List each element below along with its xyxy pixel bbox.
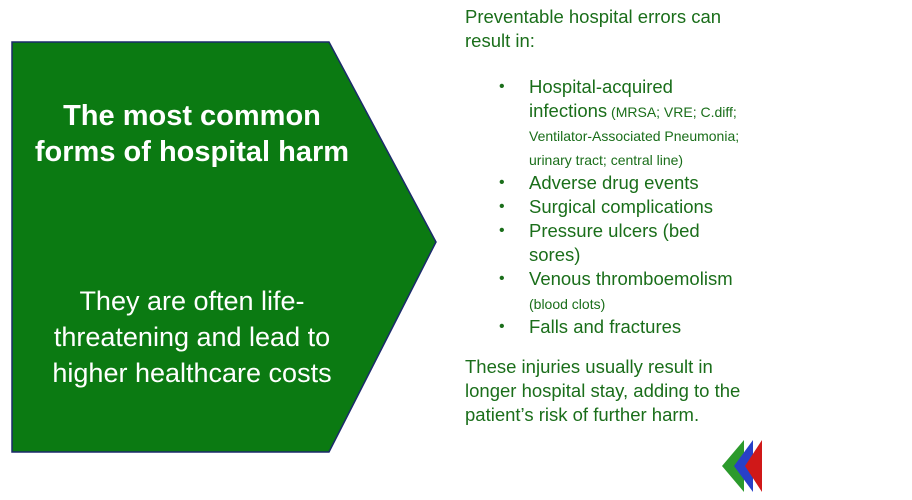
intro-text: Preventable hospital errors can result in: [465,6,722,51]
list-item [465,267,755,315]
list-item [465,219,755,267]
list-item-main: Surgical complications [529,196,714,217]
list-item [465,75,755,171]
bullet-icon: • [499,318,505,335]
errors-column [465,5,755,427]
list-item-detail: (MRSA; VRE; C.diff; Ventilator-Associated Pneumonia; urinary tract; central line) [529,104,740,168]
list-item [465,171,755,195]
errors-list [465,75,755,339]
list-item [465,195,755,219]
list-item-main: Venous thromboemolism [529,268,733,289]
list-item-main: Hospital-acquired infections [529,76,673,121]
outro-text: These injuries usually result in longer hospital stay, adding to the patient’s risk of further harm. [465,356,741,425]
bullet-icon: • [499,222,505,239]
panel-subtitle: They are often life-threatening and lead to higher healthcare costs [52,286,332,388]
list-item [465,315,755,339]
list-item-main: Adverse drug events [529,172,699,193]
list-item-detail: (blood clots) [529,296,606,312]
list-item-main: Falls and fractures [529,316,682,337]
chevron-shape [0,0,450,460]
bullet-icon: • [499,174,505,191]
panel-title: The most common forms of hospital harm [34,100,350,168]
bullet-icon: • [499,198,505,215]
list-item-main: Pressure ulcers (bed sores) [529,220,700,265]
bullet-icon: • [499,78,505,95]
bullet-icon: • [499,270,505,287]
tricolor-chevron-logo-icon [720,436,768,494]
